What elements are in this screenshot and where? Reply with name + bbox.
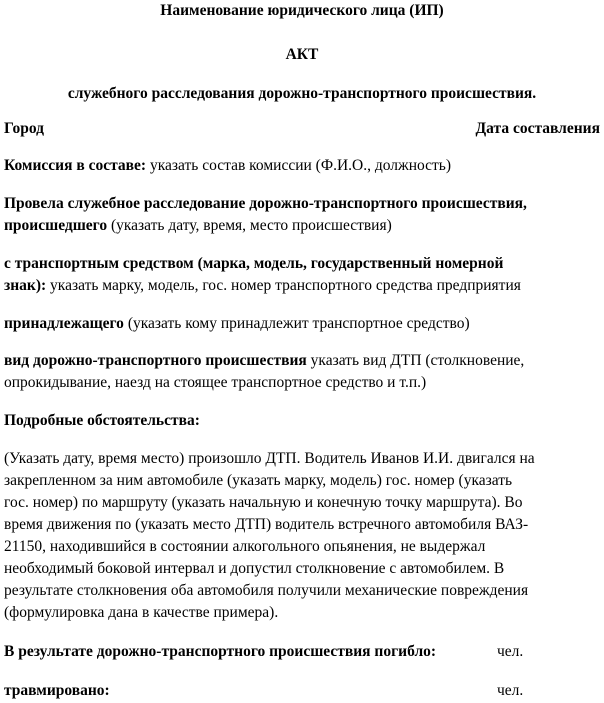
circumstances-line: (формулировка дана в качестве примера). [4,604,279,621]
circumstances-line: время движения по (указать место ДТП) водитель встречного автомобиля ВАЗ- [4,516,529,533]
commission-text: указать состав комиссии (Ф.И.О., должность) [146,157,452,174]
killed-row [4,641,600,663]
accident-type-line-2: опрокидывание, наезд на стоящее транспортное средство и т.п.) [4,374,427,391]
owner-line [4,313,600,335]
commission-label: Комиссия в составе: [4,157,147,174]
injured-unit: чел. [497,682,524,699]
date-label: Дата составления [475,120,600,137]
circumstances-line: 21150, находившийся в состоянии алкогольного опьянения, не выдержал [4,538,486,555]
vehicle-plate-text: указать марку, модель, гос. номер транспортного средства предприятия [46,277,521,294]
investigation-line-1: Провела служебное расследование дорожно-транспортного происшествия, [4,195,527,212]
accident-type-line-1 [4,350,600,372]
investigation-occurred-text: (указать дату, время, место происшествия) [107,217,392,234]
killed-unit: чел. [497,643,524,660]
investigation-line-2 [4,215,600,237]
commission-line [4,155,600,177]
circumstances-line: (Указать дату, время место) произошло ДТП. Водитель Иванов И.И. двигался на [4,450,535,467]
owner-text: (указать кому принадлежит транспортное средство) [123,315,470,332]
city-label: Город [4,120,45,137]
owner-label: принадлежащего [4,315,124,332]
vehicle-line-1: с транспортным средством (марка, модель, государственный номерной [4,255,504,272]
circumstances-line: гос. номер) по маршруту (указать начальную и конечную точку маршрута). Во [4,494,523,511]
accident-type-label: вид дорожно-транспортного происшествия [4,352,307,369]
injured-row [4,680,600,702]
injured-label: травмировано: [4,682,110,699]
organization-name: Наименование юридического лица (ИП) [160,2,444,19]
document-subtitle: служебного расследования дорожно-транспортного происшествия. [67,85,537,102]
investigation-occurred-label: происшедшего [4,217,108,234]
killed-label: В результате дорожно-транспортного происшествия погибло: [4,643,437,660]
document-title: АКТ [285,46,319,63]
vehicle-plate-label: знак): [4,277,47,294]
city-date-row [4,118,600,140]
circumstances-line: результате столкновения оба автомобиля получили механические повреждения [4,582,529,599]
circumstances-heading: Подробные обстоятельства: [4,412,200,429]
accident-type-text-1: указать вид ДТП (столкновение, [306,352,525,369]
circumstances-line: необходимый боковой интервал и допустил столкновение с автомобилем. В [4,560,505,577]
circumstances-line: закрепленном за ним автомобиле (указать марку, модель) гос. номер (указать [4,472,513,489]
vehicle-line-2 [4,275,600,297]
